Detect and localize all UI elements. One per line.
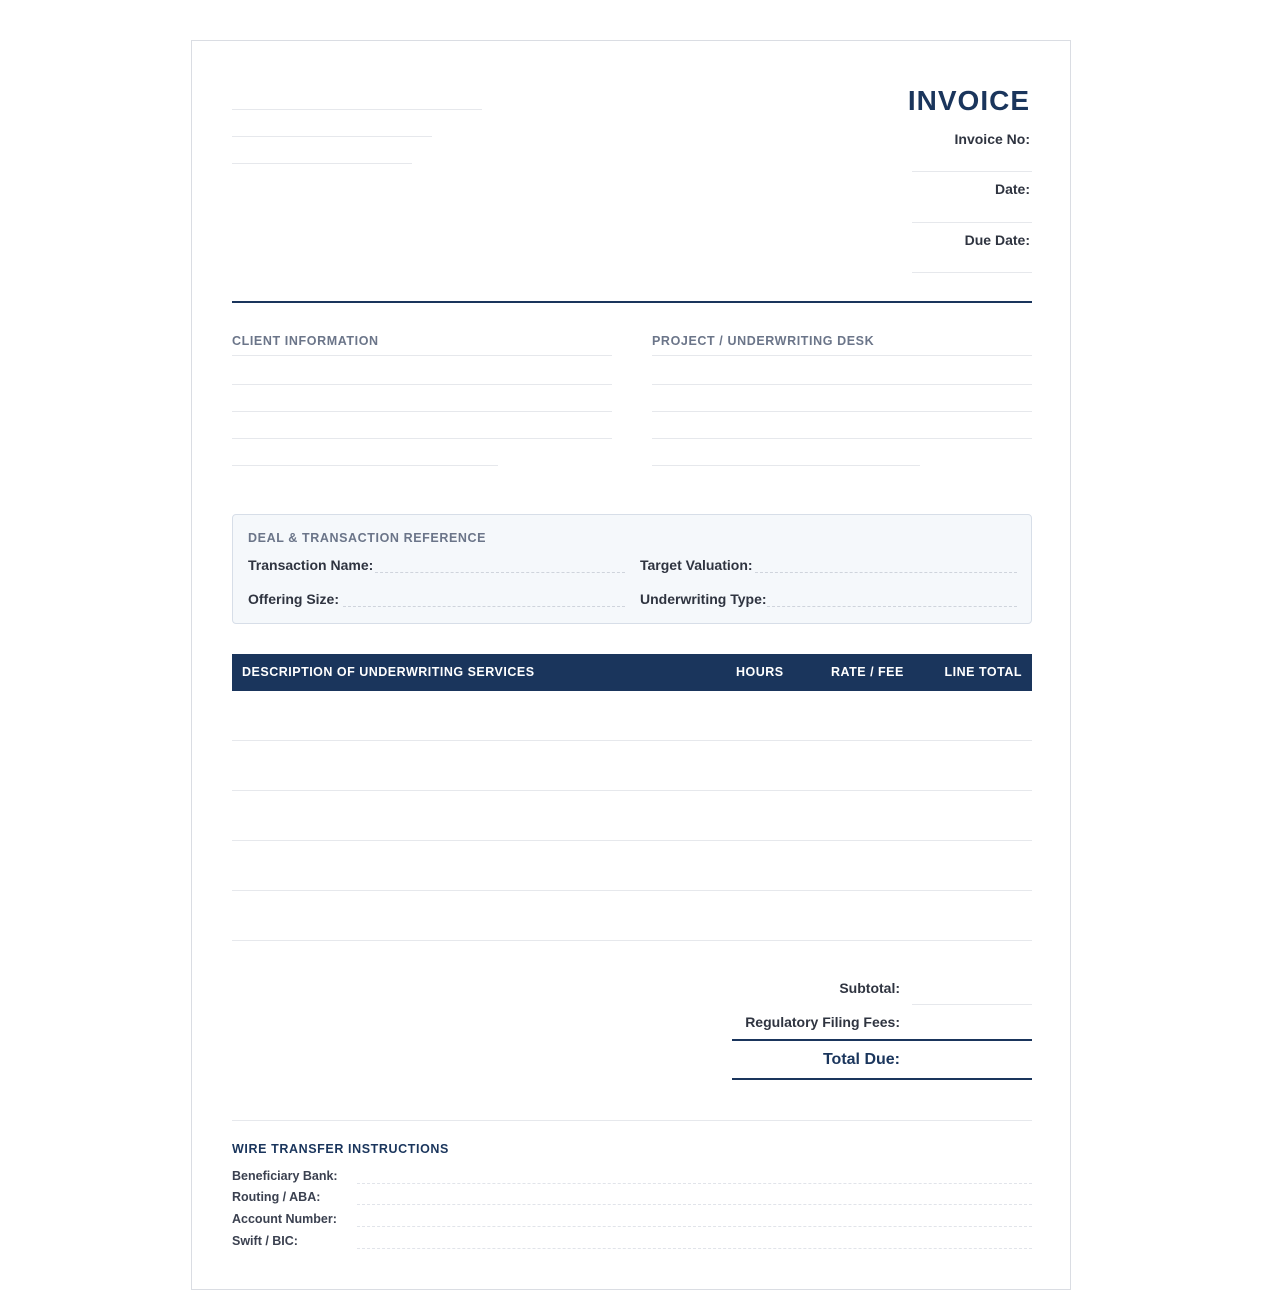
offering-size-field[interactable]: [343, 606, 625, 607]
client-line-4[interactable]: [232, 465, 498, 466]
column-description: DESCRIPTION OF UNDERWRITING SERVICES: [242, 665, 535, 679]
date-label: Date:: [994, 181, 1030, 197]
table-row[interactable]: [232, 691, 1032, 741]
client-line-1[interactable]: [232, 384, 612, 385]
transaction-name-field[interactable]: [375, 572, 625, 573]
target-valuation-label: Target Valuation:: [640, 557, 753, 573]
swift-bic-label: Swift / BIC:: [232, 1234, 298, 1248]
invoice-title: INVOICE: [907, 85, 1030, 116]
invoice-no-label: Invoice No:: [954, 131, 1030, 147]
column-hours: HOURS: [736, 665, 784, 679]
invoice-sheet: [191, 40, 1071, 1290]
target-valuation-field[interactable]: [755, 572, 1017, 573]
total-top-rule: [732, 1039, 1032, 1041]
project-line-1[interactable]: [652, 384, 1032, 385]
subtotal-field[interactable]: [912, 1004, 1032, 1005]
table-row[interactable]: [232, 891, 1032, 941]
client-line-2[interactable]: [232, 411, 612, 412]
client-info-heading: CLIENT INFORMATION: [232, 334, 379, 348]
beneficiary-bank-label: Beneficiary Bank:: [232, 1169, 338, 1183]
deal-reference-heading: DEAL & TRANSACTION REFERENCE: [248, 531, 487, 545]
sender-line-2[interactable]: [232, 136, 432, 137]
routing-aba-field[interactable]: [357, 1204, 1032, 1205]
client-heading-rule: [232, 355, 612, 356]
wire-heading: WIRE TRANSFER INSTRUCTIONS: [232, 1142, 449, 1156]
subtotal-label: Subtotal:: [839, 980, 900, 996]
due-date-field[interactable]: [912, 272, 1032, 273]
sender-line-1[interactable]: [232, 109, 482, 110]
column-line-total: LINE TOTAL: [944, 665, 1022, 679]
account-number-label: Account Number:: [232, 1212, 337, 1226]
table-row[interactable]: [232, 741, 1032, 791]
beneficiary-bank-field[interactable]: [357, 1183, 1032, 1184]
underwriting-type-field[interactable]: [767, 606, 1017, 607]
client-line-3[interactable]: [232, 438, 612, 439]
project-desk-heading: PROJECT / UNDERWRITING DESK: [652, 334, 875, 348]
regulatory-fees-label: Regulatory Filing Fees:: [745, 1014, 900, 1030]
sender-line-3[interactable]: [232, 163, 412, 164]
table-row[interactable]: [232, 791, 1032, 841]
project-heading-rule: [652, 355, 1032, 356]
wire-divider: [232, 1120, 1032, 1121]
due-date-label: Due Date:: [964, 232, 1030, 248]
invoice-no-field[interactable]: [912, 171, 1032, 172]
column-rate-fee: RATE / FEE: [831, 665, 904, 679]
project-line-2[interactable]: [652, 411, 1032, 412]
routing-aba-label: Routing / ABA:: [232, 1190, 321, 1204]
transaction-name-label: Transaction Name:: [248, 557, 374, 573]
project-line-3[interactable]: [652, 438, 1032, 439]
date-field[interactable]: [912, 222, 1032, 223]
table-row[interactable]: [232, 841, 1032, 891]
underwriting-type-label: Underwriting Type:: [640, 591, 767, 607]
project-line-4[interactable]: [652, 465, 920, 466]
total-due-label: Total Due:: [822, 1051, 900, 1068]
header-divider: [232, 301, 1032, 303]
deal-reference-panel: [232, 514, 1032, 624]
total-bottom-rule: [732, 1078, 1032, 1080]
account-number-field[interactable]: [357, 1226, 1032, 1227]
offering-size-label: Offering Size:: [248, 591, 340, 607]
services-table-header: [232, 654, 1032, 691]
swift-bic-field[interactable]: [357, 1248, 1032, 1249]
